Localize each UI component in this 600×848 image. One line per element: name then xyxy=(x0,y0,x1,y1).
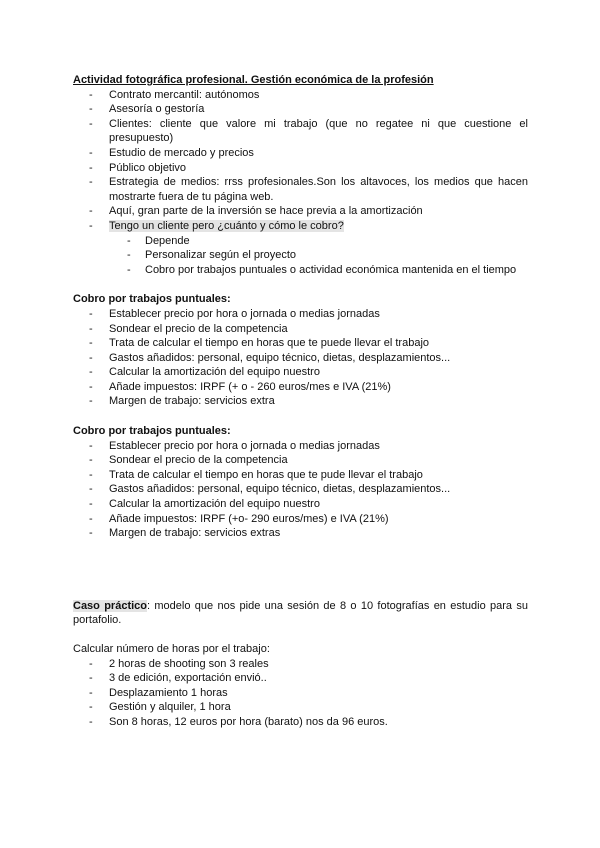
list-item: - Estrategia de medios: rrss profesionales.Son los altavoces, los medios que hacen mostrarte fuera de tu página web. xyxy=(109,175,528,204)
case-study-text: : modelo que nos pide una sesión de 8 o 10 fotografías en estudio para su portafolio. xyxy=(73,599,528,627)
sublist-item: - Personalizar según el proyecto xyxy=(145,248,528,263)
list-item: - Trata de calcular el tiempo en horas que te puede llevar el trabajo xyxy=(109,336,528,351)
billing-list xyxy=(73,307,528,409)
list-item: - Añade impuestos: IRPF (+o- 290 euros/mes) e IVA (21%) xyxy=(109,512,528,527)
hours-list xyxy=(73,657,528,730)
list-item: - Aquí, gran parte de la inversión se hace previa a la amortización xyxy=(109,204,528,219)
list-item: - Gastos añadidos: personal, equipo técnico, dietas, desplazamientos... xyxy=(109,482,528,497)
list-item: - Sondear el precio de la competencia xyxy=(109,453,528,468)
case-study-label: Caso práctico xyxy=(73,599,148,612)
list-item: - 3 de edición, exportación envió.. xyxy=(109,671,528,686)
list-item: - Margen de trabajo: servicios extras xyxy=(109,526,528,541)
document-page xyxy=(73,73,528,730)
list-item: - Establecer precio por hora o jornada o medias jornadas xyxy=(109,307,528,322)
list-item: - Gestión y alquiler, 1 hora xyxy=(109,700,528,715)
list-item: - Desplazamiento 1 horas xyxy=(109,686,528,701)
case-study-paragraph xyxy=(73,599,528,628)
list-item: - Calcular la amortización del equipo nuestro xyxy=(109,365,528,380)
hours-intro: Calcular número de horas por el trabajo: xyxy=(73,643,270,655)
list-item-highlighted xyxy=(109,219,528,277)
sublist-item: - Cobro por trabajos puntuales o actividad económica mantenida en el tiempo xyxy=(145,263,528,278)
list-item: - Trata de calcular el tiempo en horas que te pude llevar el trabajo xyxy=(109,468,528,483)
list-item: - Gastos añadidos: personal, equipo técnico, dietas, desplazamientos... xyxy=(109,351,528,366)
section-heading: Cobro por trabajos puntuales: xyxy=(73,425,231,438)
list-item: - Público objetivo xyxy=(109,161,528,176)
list-item: - Asesoría o gestoría xyxy=(109,102,528,117)
list-item: - Estudio de mercado y precios xyxy=(109,146,528,161)
list-item: - Margen de trabajo: servicios extra xyxy=(109,394,528,409)
list-item: - Establecer precio por hora o jornada o medias jornadas xyxy=(109,439,528,454)
highlighted-question: Tengo un cliente pero ¿cuánto y cómo le cobro? xyxy=(109,219,344,232)
list-item: - Contrato mercantil: autónomos xyxy=(109,88,528,103)
list-item: - Son 8 horas, 12 euros por hora (barato) nos da 96 euros. xyxy=(109,715,528,730)
sublist-item: - Depende xyxy=(145,234,528,249)
list-item: - Añade impuestos: IRPF (+ o - 260 euros/mes e IVA (21%) xyxy=(109,380,528,395)
professional-activity-list xyxy=(73,88,528,278)
pricing-sublist xyxy=(109,234,528,278)
list-item: - 2 horas de shooting son 3 reales xyxy=(109,657,528,672)
list-item: - Clientes: cliente que valore mi trabajo (que no regatee ni que cuestione el presupuesto) xyxy=(109,117,528,146)
list-item: - Sondear el precio de la competencia xyxy=(109,322,528,337)
list-item: - Calcular la amortización del equipo nuestro xyxy=(109,497,528,512)
billing-list-revised xyxy=(73,439,528,541)
document-title: Actividad fotográfica profesional. Gestión económica de la profesión xyxy=(73,74,434,86)
section-heading: Cobro por trabajos puntuales: xyxy=(73,293,231,306)
